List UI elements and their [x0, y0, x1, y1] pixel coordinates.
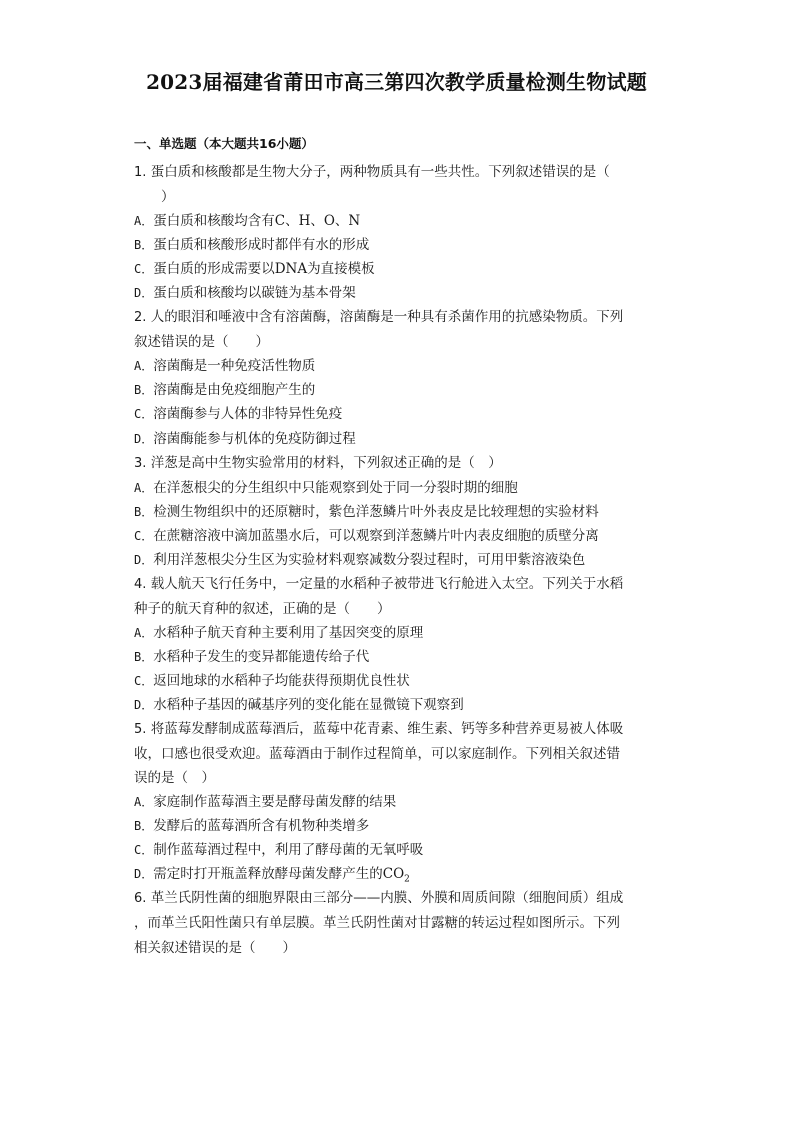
question-5-stem-cont2	[134, 766, 662, 790]
question-6-stem-cont	[134, 911, 662, 935]
question-text-cont: 相关叙述错误的是（ ）	[134, 939, 296, 956]
option-3a	[134, 476, 662, 500]
option-letter: A．	[134, 214, 154, 229]
option-text: 返回地球的水稻种子均能获得预期优良性状	[153, 672, 410, 689]
question-5-stem	[134, 717, 662, 742]
question-text: 载人航天飞行任务中，一定量的水稻种子被带进飞行舱进入太空。下列关于水稻	[150, 575, 624, 592]
option-4c	[134, 669, 662, 693]
option-text: 溶菌酶能参与机体的免疫防御过程	[153, 430, 356, 447]
option-1a	[134, 209, 662, 233]
question-text: 将蓝莓发酵制成蓝莓酒后，蓝莓中花青素、维生素、钙等多种营养更易被人体吸	[150, 721, 624, 738]
question-2-stem-cont	[134, 330, 662, 354]
question-list	[134, 160, 662, 960]
option-2d	[134, 427, 662, 451]
question-number: 4.	[134, 576, 147, 592]
option-text: 水稻种子发生的变异都能遗传给子代	[153, 648, 370, 665]
option-5b	[134, 814, 662, 838]
question-1-stem	[134, 160, 662, 185]
option-2b	[134, 378, 662, 402]
option-text: 检测生物组织中的还原糖时，紫色洋葱鳞片叶外表皮是比较理想的实验材料	[153, 503, 599, 520]
option-text: 需定时打开瓶盖释放酵母菌发酵产生的CO	[153, 866, 405, 883]
question-text-cont: ，而革兰氏阳性菌只有单层膜。革兰氏阴性菌对甘露糖的转运过程如图所示。下列	[134, 915, 620, 932]
option-4d	[134, 693, 662, 717]
question-2-stem	[134, 305, 662, 330]
option-text: 蛋白质和核酸均以碳链为基本骨架	[153, 285, 356, 302]
option-letter: D．	[134, 698, 154, 713]
subscript: 2	[404, 875, 410, 886]
option-letter: B．	[134, 238, 154, 253]
option-3b	[134, 500, 662, 524]
option-2c	[134, 402, 662, 426]
option-text: 制作蓝莓酒过程中，利用了酵母菌的无氧呼吸	[153, 842, 424, 859]
question-text: 蛋白质和核酸都是生物大分子，两种物质具有一些共性。下列叙述错误的是（	[150, 164, 610, 180]
question-text: 革兰氏阴性菌的细胞界限由三部分——内膜、外膜和周质间隙（细胞间质）组成	[150, 890, 624, 907]
option-letter: C．	[134, 407, 154, 422]
option-letter: A．	[134, 795, 154, 810]
option-text: 在洋葱根尖的分生组织中只能观察到处于同一分裂时期的细胞	[153, 479, 518, 496]
option-5a	[134, 790, 662, 814]
option-5d	[134, 862, 662, 886]
option-letter: B．	[134, 504, 154, 519]
option-1d	[134, 281, 662, 305]
option-text: 在蔗糖溶液中滴加蓝墨水后，可以观察到洋葱鳞片叶内表皮细胞的质壁分离	[153, 527, 599, 544]
option-letter: C．	[134, 673, 154, 688]
option-text: 水稻种子航天育种主要利用了基因突变的原理	[153, 624, 424, 641]
question-text-cont: ）	[161, 189, 175, 206]
option-3d	[134, 548, 662, 572]
option-text: 蛋白质和核酸均含有C、H、O、N	[153, 213, 361, 230]
option-text: 溶菌酶参与人体的非特异性免疫	[153, 406, 343, 423]
option-letter: B．	[134, 649, 154, 664]
option-letter: C．	[134, 843, 154, 858]
option-5c	[134, 838, 662, 862]
section-heading: 一、单选题（本大题共16小题）	[134, 136, 314, 151]
question-text-cont: 误的是（ ）	[134, 770, 215, 787]
option-text: 溶菌酶是由免疫细胞产生的	[153, 382, 316, 399]
question-text-cont: 叙述错误的是（ ）	[134, 334, 269, 351]
question-text: 洋葱是高中生物实验常用的材料，下列叙述正确的是（ ）	[150, 454, 502, 471]
option-letter: D．	[134, 431, 154, 446]
option-1b	[134, 233, 662, 257]
option-text: 蛋白质和核酸形成时都伴有水的形成	[153, 237, 370, 254]
option-text: 水稻种子基因的碱基序列的变化能在显微镜下观察到	[153, 697, 464, 714]
option-letter: D．	[134, 867, 154, 882]
option-letter: B．	[134, 819, 154, 834]
option-letter: A．	[134, 480, 154, 495]
option-1c	[134, 257, 662, 281]
option-letter: C．	[134, 528, 154, 543]
question-number: 3.	[134, 455, 147, 471]
question-text-cont: 种子的航天育种的叙述，正确的是（ ）	[134, 600, 391, 617]
option-letter: B．	[134, 383, 154, 398]
question-4-stem	[134, 572, 662, 597]
question-6-stem-cont2	[134, 936, 662, 960]
question-6-stem	[134, 886, 662, 911]
option-letter: D．	[134, 286, 154, 301]
option-3c	[134, 524, 662, 548]
document-title: 2023届福建省莆田市高三第四次教学质量检测生物试题	[146, 70, 647, 94]
option-2a	[134, 354, 662, 378]
question-number: 1.	[134, 165, 147, 180]
option-letter: A．	[134, 359, 154, 374]
option-text: 溶菌酶是一种免疫活性物质	[153, 358, 316, 375]
question-number: 5.	[134, 722, 147, 738]
option-letter: A．	[134, 625, 154, 640]
option-text: 利用洋葱根尖分生区为实验材料观察减数分裂过程时，可用甲紫溶液染色	[153, 551, 586, 568]
option-4b	[134, 645, 662, 669]
question-3-stem	[134, 451, 662, 476]
question-5-stem-cont	[134, 742, 662, 766]
question-text: 人的眼泪和唾液中含有溶菌酶，溶菌酶是一种具有杀菌作用的抗感染物质。下列	[150, 309, 624, 326]
option-text: 发酵后的蓝莓酒所含有机物种类增多	[153, 818, 370, 835]
option-letter: D．	[134, 552, 154, 567]
option-4a	[134, 621, 662, 645]
question-number: 2.	[134, 310, 147, 326]
question-1-stem-cont	[134, 185, 662, 209]
option-text: 家庭制作蓝莓酒主要是酵母菌发酵的结果	[153, 794, 397, 811]
question-4-stem-cont	[134, 597, 662, 621]
question-text-cont: 收，口感也很受欢迎。蓝莓酒由于制作过程简单，可以家庭制作。下列相关叙述错	[134, 746, 620, 763]
option-text: 蛋白质的形成需要以DNA为直接模板	[153, 261, 375, 278]
option-letter: C．	[134, 262, 154, 277]
question-number: 6.	[134, 891, 147, 907]
